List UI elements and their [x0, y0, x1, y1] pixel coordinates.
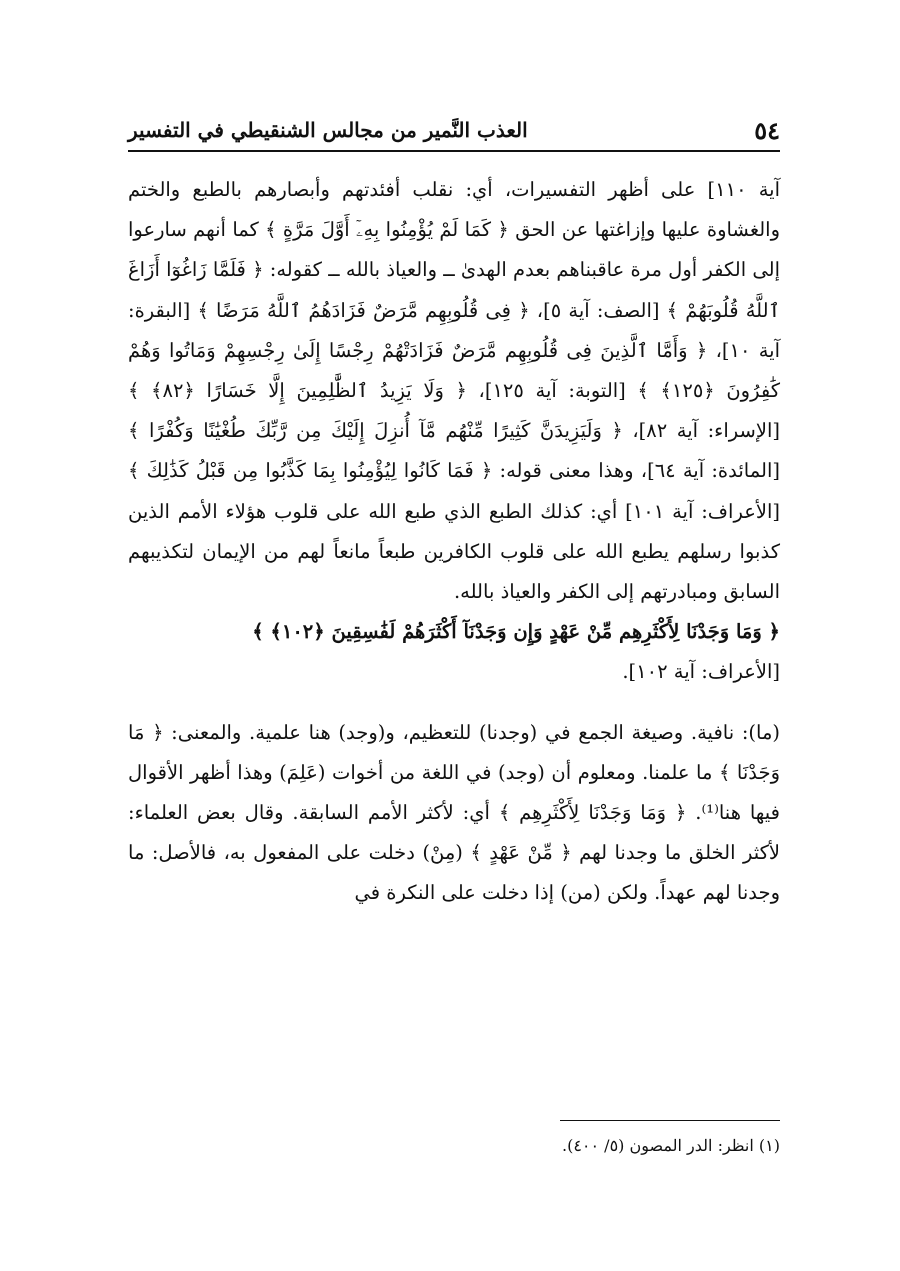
running-title: العذب النَّمير من مجالس الشنقيطي في التفسير [128, 118, 528, 142]
quran-verse: ﴿ وَمَا وَجَدْنَا لِأَكْثَرِهِم مِّنْ عَهْدٍ وَإِن وَجَدْنَآ أَكْثَرَهُمْ لَفَٰسِقِينَ ﴿١٠٢﴾ ﴾ [252, 620, 780, 644]
paragraph-gap [128, 693, 780, 713]
footnote-rule [560, 1120, 780, 1121]
paragraph-tafsir: آية ١١٠] على أظهر التفسيرات، أي: نقلب أفئدتهم وأبصارهم بالطبع والختم والغشاوة عليها وإزاغتها عن الحق ﴿ كَمَا لَمْ يُؤْمِنُوا بِهِۦٓ أَوَّلَ مَرَّةٍ ﴾ كما أنهم سارعوا إلى الكفر أول مرة عاقبناهم بعدم الهدىٰ ــ والعياذ بالله ــ كقوله: ﴿ فَلَمَّا زَاغُوٓا أَزَاغَ ٱللَّهُ قُلُوبَهُمْ ﴾ [الصف: آية ٥]، ﴿ فِى قُلُوبِهِم مَّرَضٌ فَزَادَهُمُ ٱللَّهُ مَرَضًا ﴾ [البقرة: آية ١٠]، ﴿ وَأَمَّا ٱلَّذِينَ فِى قُلُوبِهِم مَّرَضٌ فَزَادَتْهُمْ رِجْسًا إِلَىٰ رِجْسِهِمْ وَمَاتُوا وَهُمْ كَٰفِرُونَ ﴿١٢٥﴾ ﴾ [التوبة: آية ١٢٥]، ﴿ وَلَا يَزِيدُ ٱلظَّٰلِمِينَ إِلَّا خَسَارًا ﴿٨٢﴾ ﴾ [الإسراء: آية ٨٢]، ﴿ وَلَيَزِيدَنَّ كَثِيرًا مِّنْهُم مَّآ أُنزِلَ إِلَيْكَ مِن رَّبِّكَ طُغْيَٰنًا وَكُفْرًا ﴾ [المائدة: آية ٦٤]، وهذا معنى قوله: ﴿ فَمَا كَانُوا لِيُؤْمِنُوا بِمَا كَذَّبُوا مِن قَبْلُ كَذَٰلِكَ ﴾ [الأعراف: آية ١٠١] أي: كذلك الطبع الذي طبع الله على قلوب هؤلاء الأمم الذين كذبوا رسلهم يطبع الله على قلوب الكافرين طبعاً مانعاً لهم من الإيمان لتكذيبهم السابق ومبادرتهم إلى الكفر والعياذ بالله. [128, 178, 781, 604]
header-rule [128, 150, 780, 152]
verse-reference: [الأعراف: آية ١٠٢]. [622, 660, 780, 684]
page-header [128, 112, 780, 148]
paragraph-explanation: (ما): نافية. وصيغة الجمع في (وجدنا) للتعظيم، و(وجد) هنا علمية. والمعنى: ﴿ مَا وَجَدْنَا ﴾ ما علمنا. ومعلوم أن (وجد) في اللغة من أخوات (عَلِمَ) وهذا أظهر الأقوال فيها هنا⁽¹⁾. ﴿ وَمَا وَجَدْنَا لِأَكْثَرِهِم ﴾ أي: لأكثر الأمم السابقة. وقال بعض العلماء: لأكثر الخلق ما وجدنا لهم ﴿ مِّنْ عَهْدٍ ﴾ (مِنْ) دخلت على المفعول به، فالأصل: ما وجدنا لهم عهداً. ولكن (من) إذا دخلت على النكرة في [128, 720, 780, 905]
page-number: ٥٤ [754, 115, 780, 145]
footnote: (١) انظر: الدر المصون (٥/ ٤٠٠). [561, 1136, 780, 1155]
page-body [128, 170, 780, 914]
